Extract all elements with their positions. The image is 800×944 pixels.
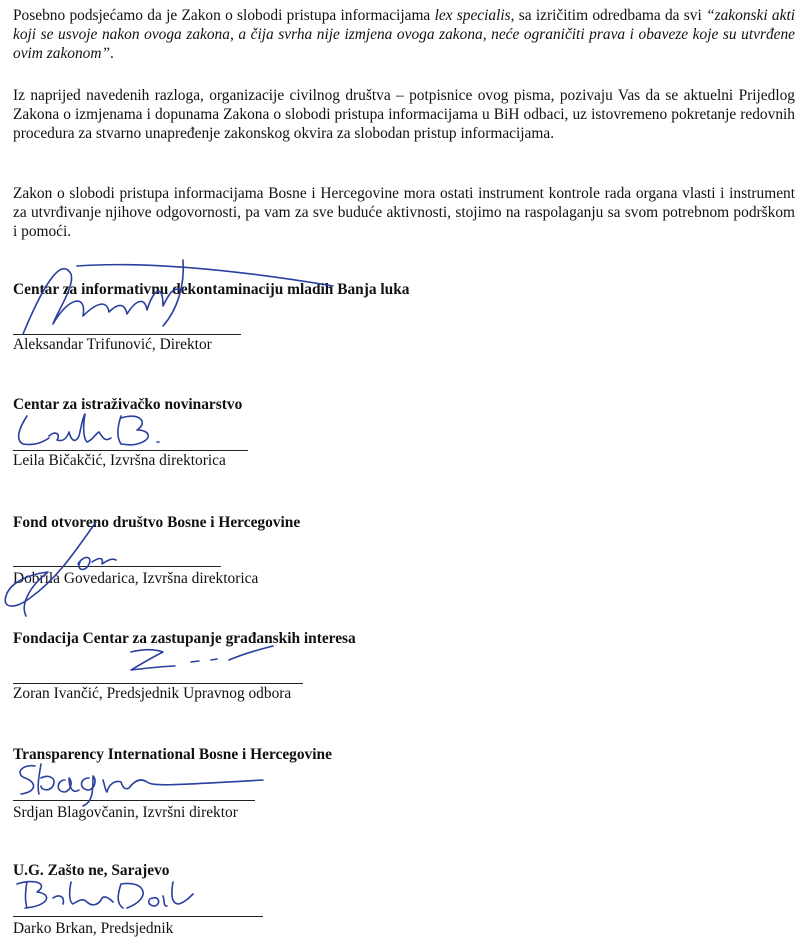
- handwritten-signature: [0, 516, 160, 626]
- signatory-organization: Fondacija Centar za zastupanje građanskih interesa: [13, 630, 356, 647]
- signatory-block: [13, 746, 613, 826]
- paragraph-lex-specialis: [13, 6, 795, 63]
- paragraph-italic-term: lex specialis: [434, 7, 511, 24]
- signatory-name: Srdjan Blagovčanin, Izvršni direktor: [13, 804, 238, 821]
- signature-line: [13, 916, 263, 917]
- signatory-name: Dobrila Govedarica, Izvršna direktorica: [13, 570, 259, 587]
- paragraph-text: .: [110, 45, 114, 62]
- signatory-organization: Fond otvoreno društvo Bosne i Hercegovine: [13, 514, 301, 531]
- paragraph-text: Posebno podsjećamo da je Zakon o slobodi pristupa informacijama: [13, 7, 435, 24]
- signatory-block: [13, 281, 613, 361]
- signatory-block: [13, 862, 613, 942]
- signatory-name: Darko Brkan, Predsjednik: [13, 920, 174, 937]
- paragraph-text: , sa izričitim odredbama da svi: [510, 7, 707, 24]
- handwritten-signature: [13, 876, 213, 916]
- signatory-organization: U.G. Zašto ne, Sarajevo: [13, 862, 170, 879]
- paragraph-proposal-rejection: Iz naprijed navedenih razloga, organizacije civilnog društva – potpisnice ovog pisma, pozivaju Vas da se aktuelni Prijedlog Zakona o izmjenama i dopunama Zakona o slobodi pristupa informacijama u BiH odbaci, uz istovremeno pokretanje redovnih procedura za stvarno unapređenje zakonskog okvira za slobodan pristup informacijama.: [13, 87, 795, 142]
- signatory-organization: Transparency International Bosne i Hercegovine: [13, 746, 332, 763]
- signatory-name: Zoran Ivančić, Predsjednik Upravnog odbora: [13, 685, 292, 702]
- signature-line: [13, 683, 303, 684]
- signatory-name: Leila Bičakčić, Izvršna direktorica: [13, 452, 226, 469]
- handwritten-signature: [13, 760, 273, 810]
- handwritten-signature: [13, 408, 213, 452]
- signatory-organization: Centar za informativnu dekontaminaciju mladih Banja luka: [13, 281, 410, 298]
- paragraph-closing: Zakon o slobodi pristupa informacijama Bosne i Hercegovine mora ostati instrument kontrole rada organa vlasti i instrument za utvrđivanje njihove odgovornosti, pa vam za sve buduće aktivnosti, stojimo na raspolaganju sa svom potrebnom podrškom i pomoći.: [13, 185, 795, 240]
- paragraph-italic-quote: “zakonski akti koji se usvoje nakon ovoga zakona, a čija svrha nije izmjena ovoga zakona, neće ograničiti prava i obaveze koje su utvrđene ovim zakonom”: [13, 7, 795, 62]
- signatory-organization: Centar za istraživačko novinarstvo: [13, 396, 243, 413]
- signatory-block: [13, 514, 613, 594]
- signatory-name: Aleksandar Trifunović, Direktor: [13, 336, 212, 353]
- handwritten-signature: [13, 246, 353, 356]
- signatory-block: [13, 396, 613, 476]
- signatory-block: [13, 630, 613, 710]
- handwritten-signature: [113, 642, 293, 678]
